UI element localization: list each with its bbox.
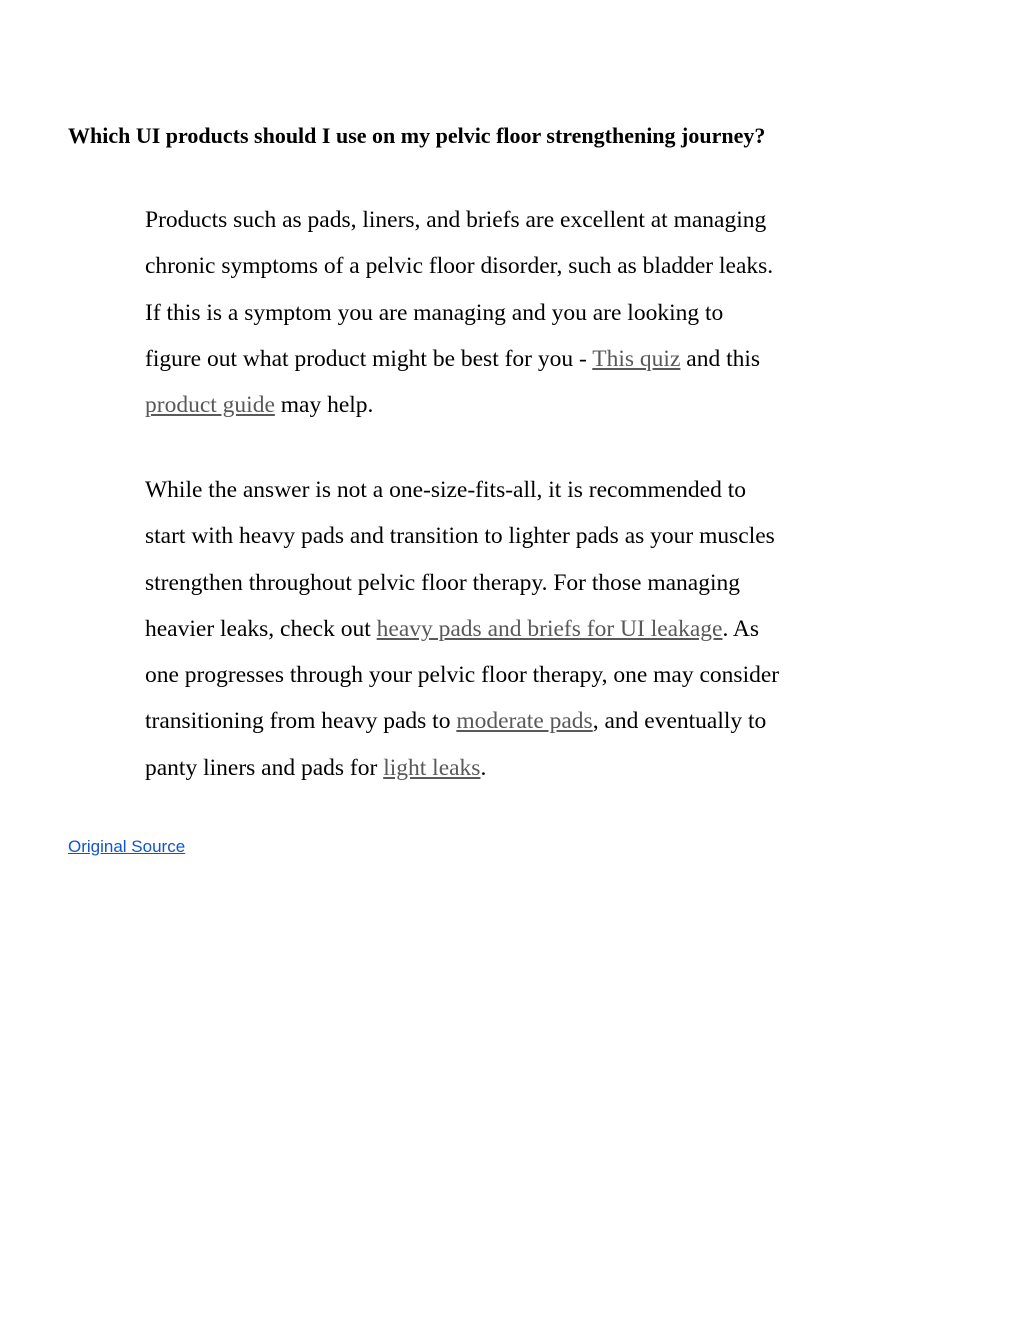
moderate-pads-link[interactable]: moderate pads [456, 708, 593, 735]
line-text: figure out what product might be best for you - [145, 345, 593, 372]
paragraph-line: chronic symptoms of a pelvic floor disorder, such as bladder leaks. [145, 253, 774, 280]
paragraph-line [145, 698, 845, 744]
paragraph-line [145, 336, 845, 382]
original-source-link[interactable]: Original Source [68, 837, 186, 856]
paragraph-line: If this is a symptom you are managing and you are looking to [145, 299, 724, 326]
paragraph-line: While the answer is not a one-size-fits-all, it is recommended to [145, 477, 747, 503]
line-text: transitioning from heavy pads to [145, 708, 457, 735]
line-text: and this [680, 345, 761, 372]
line-text: . [480, 754, 487, 781]
line-text: heavier leaks, check out [145, 615, 377, 642]
line-text: , and eventually to [592, 708, 767, 735]
paragraph-products-intro [145, 197, 845, 428]
line-text: may help. [274, 392, 374, 419]
product-guide-link[interactable]: product guide [145, 392, 275, 419]
paragraph-line [145, 745, 845, 791]
paragraph-recommendation [145, 467, 845, 791]
line-text: panty liners and pads for [145, 754, 384, 781]
paragraph-line: one progresses through your pelvic floor therapy, one may consider [145, 662, 780, 689]
document-heading: Which UI products should I use on my pelvic floor strengthening journey? [68, 123, 766, 148]
line-text: . As [722, 615, 760, 642]
paragraph-line [145, 606, 845, 652]
heavy-pads-link[interactable]: heavy pads and briefs for UI leakage [376, 615, 723, 642]
paragraph-line: strengthen throughout pelvic floor therapy. For those managing [145, 569, 740, 596]
light-leaks-link[interactable]: light leaks [383, 754, 481, 781]
paragraph-line [145, 382, 845, 428]
paragraph-line: start with heavy pads and transition to lighter pads as your muscles [145, 523, 775, 550]
quiz-link[interactable]: This quiz [592, 345, 681, 372]
paragraph-line: Products such as pads, liners, and briefs are excellent at managing [145, 207, 767, 233]
